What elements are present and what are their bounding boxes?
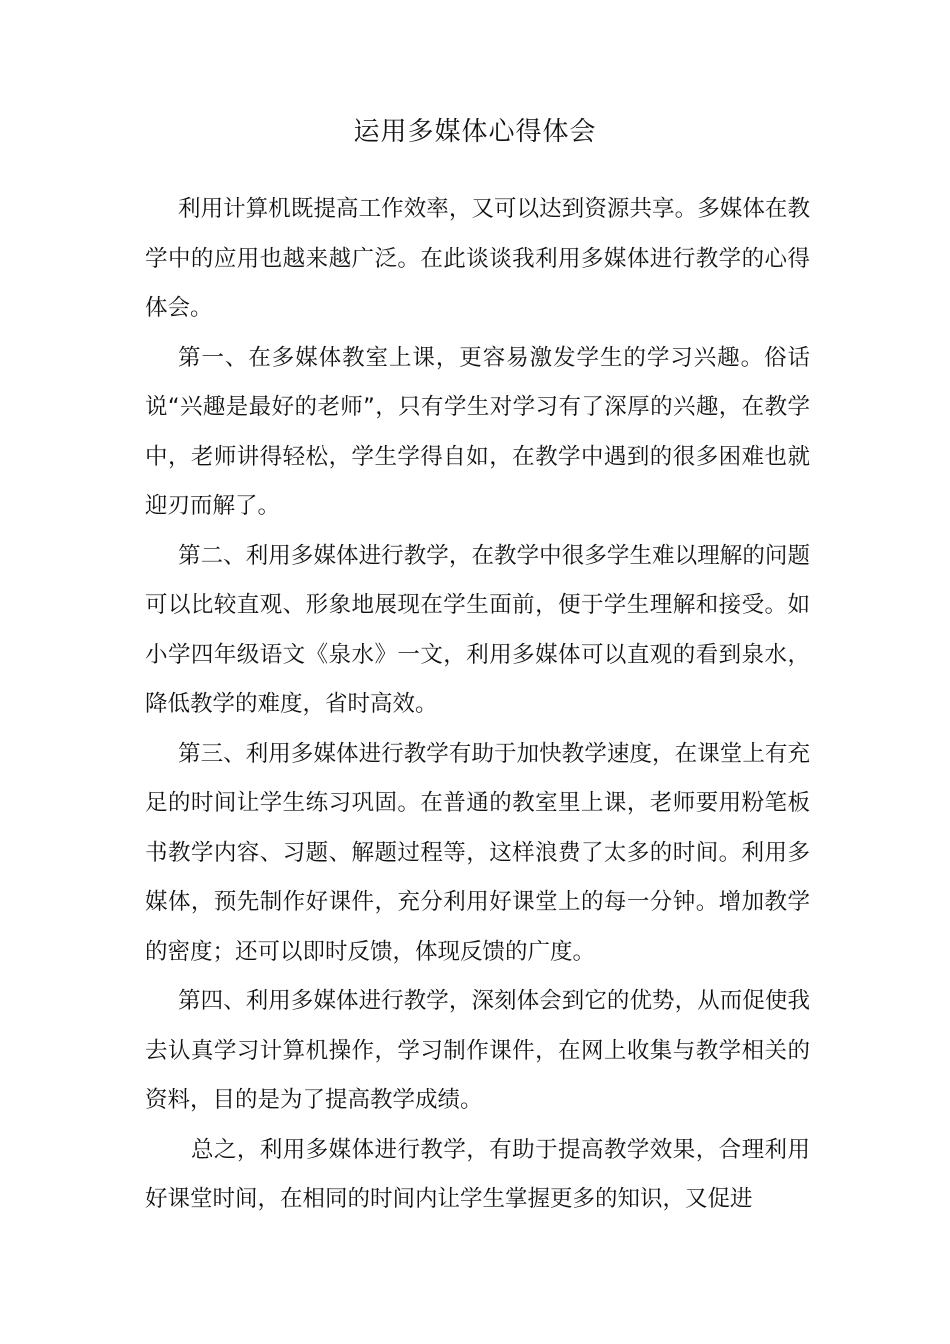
paragraph-intro: 利用计算机既提高工作效率，又可以达到资源共享。多媒体在教学中的应用也越来越广泛。在此谈谈我利用多媒体进行教学的心得体会。 <box>145 196 810 321</box>
paragraph-conclusion: 总之，利用多媒体进行教学，有助于提高教学效果，合理利用好课堂时间，在相同的时间内让学生掌握更多的知识，又促进 <box>145 1136 810 1212</box>
document-title: 运用多媒体心得体会 <box>353 117 597 147</box>
paragraph-point-3: 第三、利用多媒体进行教学有助于加快教学速度，在课堂上有充足的时间让学生练习巩固。在普通的教室里上课，老师要用粉笔板书教学内容、习题、解题过程等，这样浪费了太多的时间。利用多媒体，预先制作好课件，充分利用好课堂上的每一分钟。增加教学的密度；还可以即时反馈，体现反馈的广度。 <box>145 740 810 965</box>
document-body <box>145 185 810 1225</box>
paragraph-point-2: 第二、利用多媒体进行教学，在教学中很多学生难以理解的问题可以比较直观、形象地展现在学生面前，便于学生理解和接受。如小学四年级语文《泉水》一文，利用多媒体可以直观的看到泉水，降低教学的难度，省时高效。 <box>145 542 810 717</box>
paragraph-point-1: 第一、在多媒体教室上课，更容易激发学生的学习兴趣。俗话说“兴趣是最好的老师”，只有学生对学习有了深厚的兴趣，在教学中，老师讲得轻松，学生学得自如，在教学中遇到的很多困难也就迎刃而解了。 <box>145 344 810 519</box>
paragraph-point-4: 第四、利用多媒体进行教学，深刻体会到它的优势，从而促使我去认真学习计算机操作，学习制作课件，在网上收集与教学相关的资料，目的是为了提高教学成绩。 <box>145 988 810 1113</box>
